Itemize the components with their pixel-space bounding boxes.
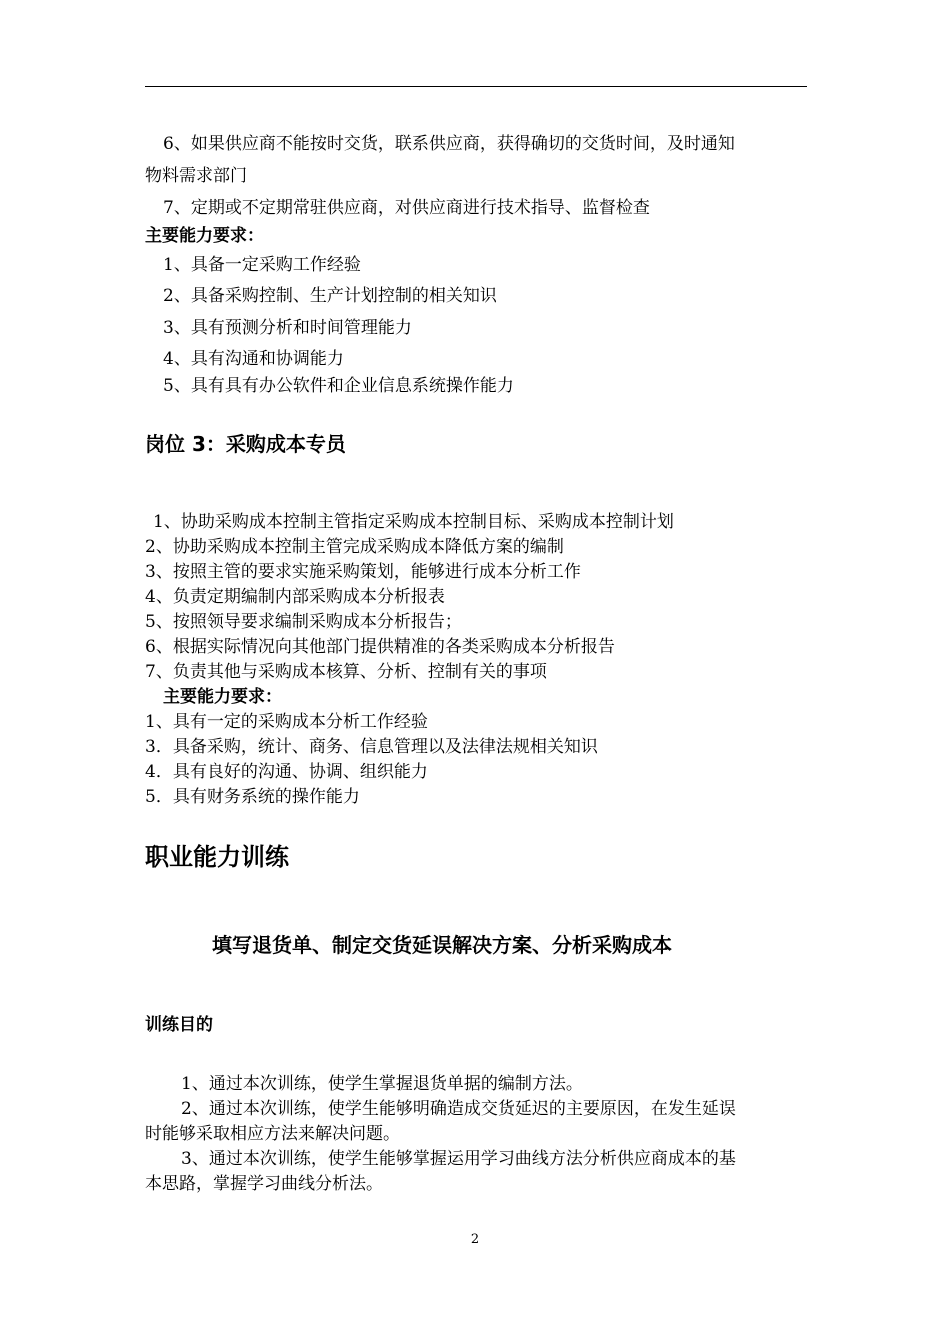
requirements-heading: 主要能力要求： — [145, 226, 264, 246]
post3-requirement: 5．具有财务系统的操作能力 — [145, 787, 360, 807]
duty-item-6-line2: 物料需求部门 — [145, 166, 247, 186]
post3-duty: 6、根据实际情况向其他部门提供精准的各类采购成本分析报告 — [145, 637, 615, 657]
requirement-item: 2、具备采购控制、生产计划控制的相关知识 — [163, 286, 497, 306]
post3-duty: 4、负责定期编制内部采购成本分析报表 — [145, 587, 445, 607]
post3-duty: 2、协助采购成本控制主管完成采购成本降低方案的编制 — [145, 537, 564, 557]
duty-item-6-line1: 6、如果供应商不能按时交货，联系供应商，获得确切的交货时间，及时通知 — [163, 134, 735, 154]
post3-duty: 5、按照领导要求编制采购成本分析报告； — [145, 612, 462, 632]
post3-requirement: 4．具有良好的沟通、协调、组织能力 — [145, 762, 428, 782]
purpose-item-2-line1: 2、通过本次训练，使学生能够明确造成交货延迟的主要原因，在发生延误 — [181, 1099, 736, 1119]
post3-title: 岗位 3：采购成本专员 — [145, 432, 346, 456]
requirement-item: 1、具备一定采购工作经验 — [163, 255, 361, 275]
post3-requirement: 1、具有一定的采购成本分析工作经验 — [145, 712, 428, 732]
requirement-item: 5、具有具有办公软件和企业信息系统操作能力 — [163, 376, 514, 396]
duty-item-7: 7、定期或不定期常驻供应商，对供应商进行技术指导、监督检查 — [163, 198, 650, 218]
post3-duty: 7、负责其他与采购成本核算、分析、控制有关的事项 — [145, 662, 547, 682]
requirement-item: 3、具有预测分析和时间管理能力 — [163, 318, 412, 338]
purpose-heading: 训练目的 — [145, 1015, 213, 1035]
header-rule — [145, 86, 807, 87]
purpose-item-2-line2: 时能够采取相应方法来解决问题。 — [145, 1124, 400, 1144]
requirement-item: 4、具有沟通和协调能力 — [163, 349, 344, 369]
post3-requirements-heading: 主要能力要求： — [163, 687, 282, 707]
post3-duty: 3、按照主管的要求实施采购策划，能够进行成本分析工作 — [145, 562, 581, 582]
training-heading: 职业能力训练 — [145, 843, 289, 871]
training-title: 填写退货单、制定交货延误解决方案、分析采购成本 — [212, 933, 672, 957]
page-number: 2 — [470, 1232, 480, 1247]
post3-requirement: 3．具备采购，统计、商务、信息管理以及法律法规相关知识 — [145, 737, 598, 757]
purpose-item-3-line1: 3、通过本次训练，使学生能够掌握运用学习曲线方法分析供应商成本的基 — [181, 1149, 736, 1169]
post3-duty: 1、协助采购成本控制主管指定采购成本控制目标、采购成本控制计划 — [153, 512, 674, 532]
purpose-item-1: 1、通过本次训练，使学生掌握退货单据的编制方法。 — [181, 1074, 583, 1094]
purpose-item-3-line2: 本思路，掌握学习曲线分析法。 — [145, 1174, 383, 1194]
